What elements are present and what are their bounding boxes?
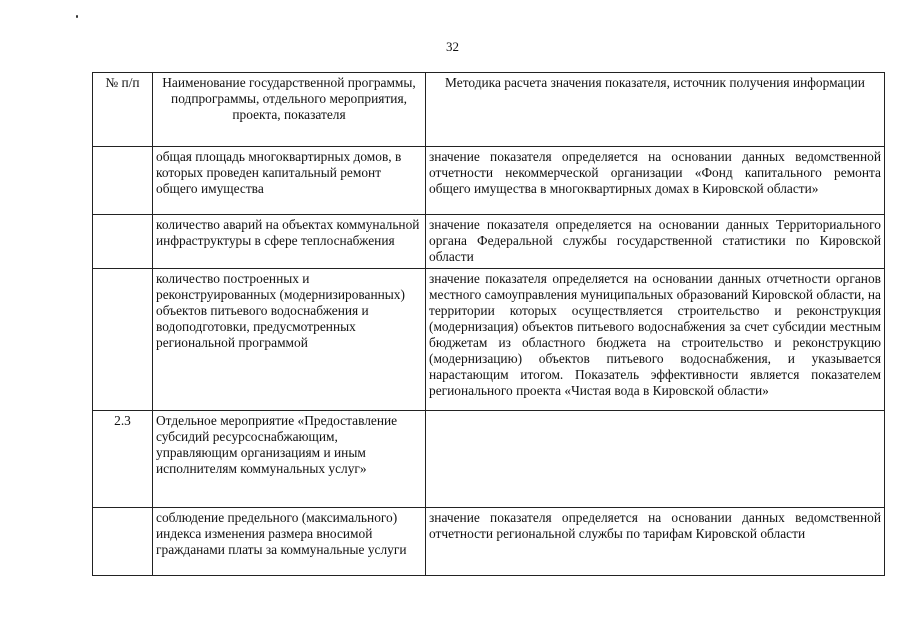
scan-speck <box>76 15 78 18</box>
cell-name: количество аварий на объектах коммунальной инфраструктуры в сфере теплоснабжения <box>153 215 426 269</box>
cell-method <box>426 411 885 508</box>
cell-name: соблюдение предельного (максимального) индекса изменения размера вносимой гражданами платы за коммунальные услуги <box>153 508 426 576</box>
header-method: Методика расчета значения показателя, источник получения информации <box>426 73 885 147</box>
cell-no <box>93 215 153 269</box>
header-name: Наименование государственной программы, подпрограммы, отдельного мероприятия, проекта, показателя <box>153 73 426 147</box>
table-row <box>93 269 885 411</box>
cell-name: количество построенных и реконструированных (модернизированных) объектов питьевого водоснабжения и водоподготовки, предусмотренных региональной программой <box>153 269 426 411</box>
cell-no <box>93 508 153 576</box>
cell-no <box>93 269 153 411</box>
cell-method: значение показателя определяется на основании данных отчетности органов местного самоуправления муниципальных образований Кировской области, на территории которых осуществляется строительство и реконструкция (модернизация) объектов питьевого водоснабжения за счет субсидии местным бюджетам из областного бюджета на строительство и реконструкцию (модернизацию) объектов питьевого водоснабжения, и указывается нарастающим итогом. Показатель эффективности является показателем регионального проекта «Чистая вода в Кировской области» <box>426 269 885 411</box>
table-row <box>93 411 885 508</box>
cell-no <box>93 147 153 215</box>
table-row <box>93 147 885 215</box>
indicators-table <box>92 72 885 576</box>
page-number: 32 <box>446 39 459 54</box>
cell-method: значение показателя определяется на основании данных ведомственной отчетности региональной службы по тарифам Кировской области <box>426 508 885 576</box>
cell-name: общая площадь многоквартирных домов, в которых проведен капитальный ремонт общего имущества <box>153 147 426 215</box>
cell-no: 2.3 <box>93 411 153 508</box>
table-row <box>93 508 885 576</box>
table-row <box>93 215 885 269</box>
table-header-row <box>93 73 885 147</box>
cell-name: Отдельное мероприятие «Предоставление субсидий ресурсоснабжающим, управляющим организациям и иным исполнителям коммунальных услуг» <box>153 411 426 508</box>
cell-method: значение показателя определяется на основании данных Территориального органа Федеральной службы государственной статистики по Кировской области <box>426 215 885 269</box>
header-no: № п/п <box>93 73 153 147</box>
cell-method: значение показателя определяется на основании данных ведомственной отчетности некоммерческой организации «Фонд капитального ремонта общего имущества в многоквартирных домах в Кировской области» <box>426 147 885 215</box>
